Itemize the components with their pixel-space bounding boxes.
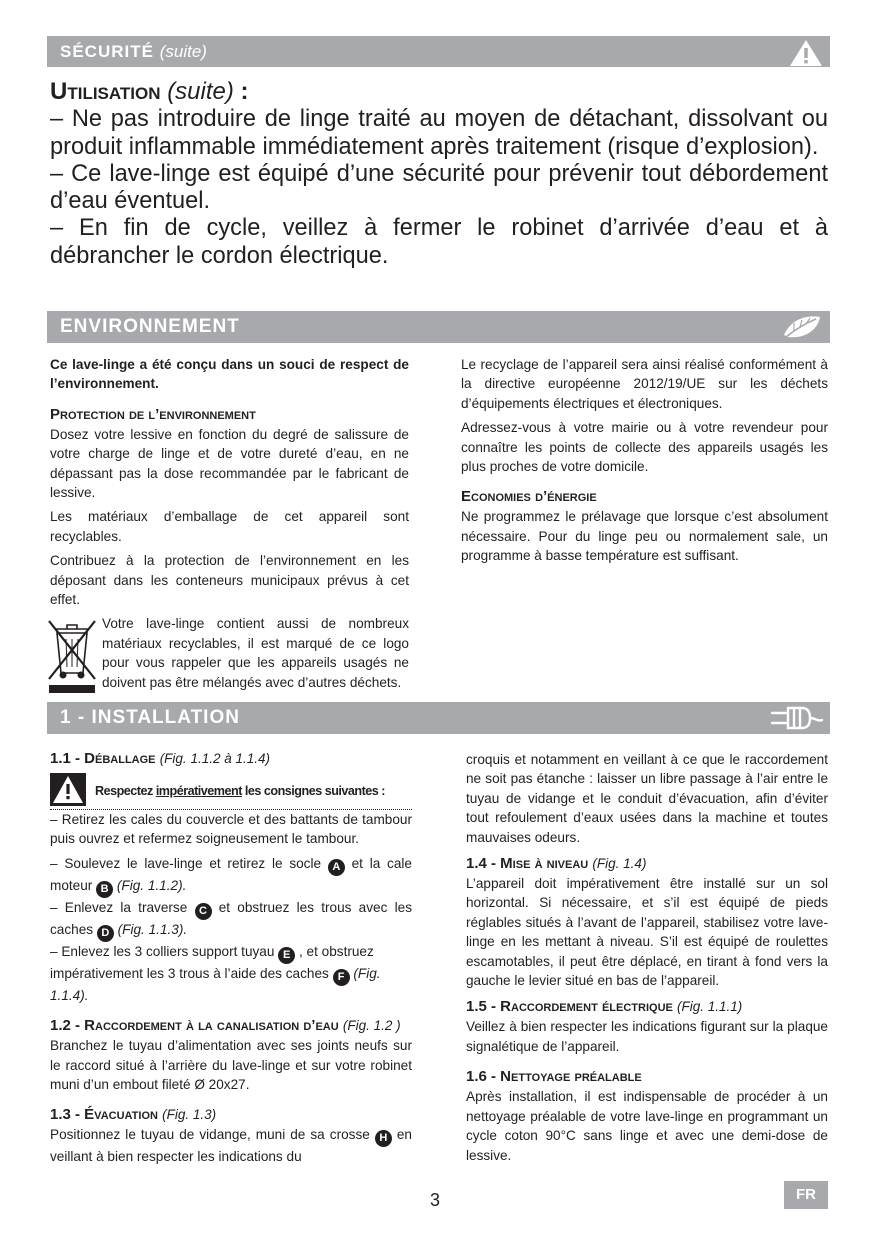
s11-para-2: – Soulevez le lave-linge et retirez le socle A et la cale moteur B (Fig. 1.1.2).	[50, 854, 412, 898]
s13-continued: croquis et notamment en veillant à ce que le raccordement ne soit pas étanche : laisser un libre passage à l’air entre le tuyau de vidange et le conduit d’évacuation, afin d’éviter tout refoulement d’eaux usées dans la machine et toutes mauvaises odeurs.	[466, 752, 828, 845]
installation-title: 1 - INSTALLATION	[60, 707, 240, 728]
s12-heading: 1.2 - Raccordement à la canalisation d’eau (Fig. 1.2 )	[50, 1017, 401, 1035]
s15-text: Veillez à bien respecter les indications figurant sur la plaque signalétique de l’appareil.	[466, 1019, 828, 1054]
weee-text: Votre lave-linge contient aussi de nombreux matériaux recyclables, il est marqué de ce logo pour vous rappeler que les appareils usagés ne doivent pas être mélangés avec d’autres déchets.	[102, 616, 409, 690]
mark-d: D	[97, 925, 114, 942]
warning-triangle-icon	[50, 773, 86, 811]
leaf-icon	[780, 313, 824, 346]
protection-heading: Protection de l’environnement	[50, 405, 256, 423]
mark-b: B	[96, 881, 113, 898]
s16-text: Après installation, il est indispensable de procéder à un nettoyage préalable de votre lave-linge en programmant un cycle coton 90°C sans linge et avec une demi-dose de lessive.	[466, 1089, 828, 1163]
recyclage-para-1: Le recyclage de l’appareil sera ainsi réalisé conformément à la directive européenne 2012/19/UE sur les déchets d’équipements électriques et électroniques.	[461, 357, 828, 411]
usage-section	[50, 78, 828, 270]
s15-heading: 1.5 - Raccordement électrique (Fig. 1.1.1)	[466, 998, 743, 1016]
installation-header	[47, 702, 830, 734]
warning-note	[50, 773, 412, 810]
plug-icon	[768, 704, 824, 737]
s11-heading: 1.1 - Déballage (Fig. 1.1.2 à 1.1.4)	[50, 750, 270, 767]
securite-header	[47, 36, 830, 67]
mark-h: H	[375, 1130, 392, 1147]
protection-para-3: Contribuez à la protection de l’environnement en les déposant dans les conteneurs municipaux prévus à cet effet.	[50, 553, 409, 608]
language-badge: FR	[784, 1181, 828, 1209]
usage-line-1: – Ne pas introduire de linge traité au moyen de détachant, dissolvant ou produit inflammable immédiatement après traitement (risque d’explosion).	[50, 106, 828, 160]
s16-heading: 1.6 - Nettoyage préalable	[466, 1068, 642, 1086]
environnement-header	[47, 311, 830, 343]
mark-c: C	[195, 903, 212, 920]
environnement-title: ENVIRONNEMENT	[60, 316, 240, 337]
page-number: 3	[430, 1190, 441, 1210]
warning-text: Respectez impérativement les consignes suivantes :	[95, 784, 385, 798]
installation-left-column	[50, 750, 412, 1172]
economies-heading: Economies d’énergie	[461, 488, 597, 506]
protection-para-2: Les matériaux d’emballage de cet appareil sont recyclables.	[50, 509, 409, 544]
environnement-intro: Ce lave-linge a été conçu dans un souci de respect de l’environnement.	[50, 357, 409, 392]
recyclage-para-2: Adressez-vous à votre mairie ou à votre revendeur pour connaître les points de collecte des appareils usagés les plus proches de votre domicile.	[461, 420, 828, 475]
environnement-right-column	[461, 355, 828, 571]
s13-heading: 1.3 - Évacuation (Fig. 1.3)	[50, 1106, 217, 1124]
s11-para-1: – Retirez les cales du couvercle et des battants de tambour puis ouvrez et refermez soigneusement le tambour.	[50, 812, 412, 847]
s12-text: Branchez le tuyau d’alimentation avec ses joints neufs sur le raccord situé à l’arrière du lave-linge et sur votre robinet muni d’un embout fileté Ø 20x27.	[50, 1038, 412, 1093]
environnement-left-column	[50, 355, 409, 697]
s11-para-4: – Enlevez les 3 colliers support tuyau E , et obstruez impérativement les 3 trous à l’aide des caches F (Fig. 1.1.4).	[50, 943, 381, 1003]
s14-text: L’appareil doit impérativement être installé sur un sol horizontal. Si nécessaire, et s’il est équipé de pieds réglables situés à l’avant de l’appareil, stabilisez votre lave-linge en les mettant à niveau. S’il est équipé de roulettes escamotables, il peut être déplacé, en tirant à fond vers la gauche le levier situé en bas de l’appareil.	[466, 876, 828, 989]
s13-text: Positionnez le tuyau de vidange, muni de sa crosse H en veillant à bien respecter les indications du	[50, 1127, 412, 1165]
mark-a: A	[328, 859, 345, 876]
usage-line-2: – Ce lave-linge est équipé d’une sécurité pour prévenir tout débordement d’eau éventuel.	[50, 160, 828, 215]
weee-bin-icon	[47, 617, 97, 700]
s11-para-3: – Enlevez la traverse C et obstruez les trous avec les caches D (Fig. 1.1.3).	[50, 898, 412, 942]
usage-line-3: – En fin de cycle, veillez à fermer le robinet d’arrivée d’eau et à débrancher le cordon électrique.	[50, 215, 828, 269]
securite-title: SÉCURITÉ (suite)	[60, 42, 207, 61]
mark-f: F	[333, 969, 350, 986]
installation-right-column	[466, 750, 828, 1170]
economies-text: Ne programmez le prélavage que lorsque c’est absolument nécessaire. Pour du linge peu ou normalement sale, un programme à basse température est suffisant.	[461, 509, 828, 564]
weee-block	[50, 614, 409, 692]
protection-para-1: Dosez votre lessive en fonction du degré de salissure de votre charge de linge et de votre dureté d’eau, en ne dépassant pas la dose recommandée par le fabricant de lessive.	[50, 426, 409, 501]
s14-heading: 1.4 - Mise à niveau (Fig. 1.4)	[466, 855, 647, 873]
usage-heading: Utilisation (suite) :	[50, 78, 249, 105]
warning-icon	[788, 38, 824, 73]
mark-e: E	[278, 947, 295, 964]
